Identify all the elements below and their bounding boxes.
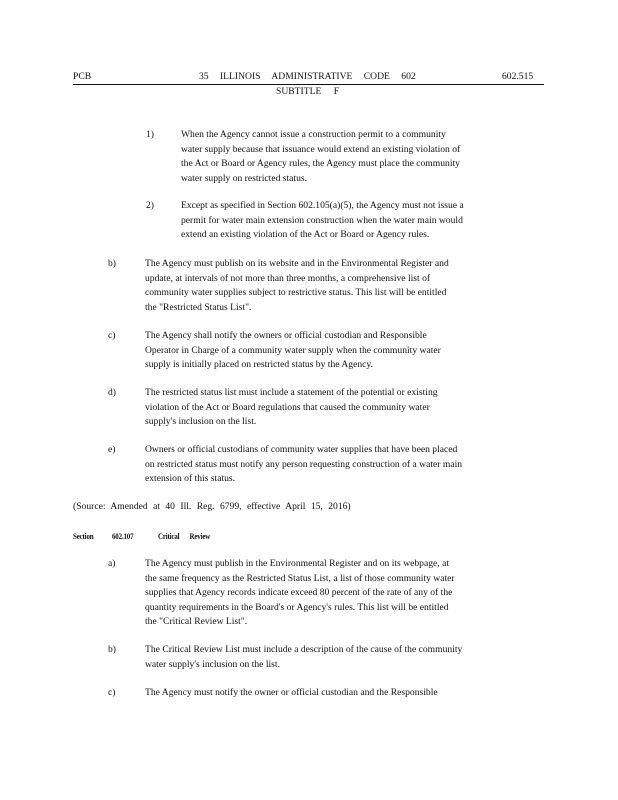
text-line: Except as specified in Section 602.105(a)(5), the Agency must not issue a [181,200,464,211]
item-label: c) [108,687,116,698]
text-line: extend an existing violation of the Act or Board or Agency rules. [181,229,430,240]
item-text [145,643,462,672]
item-text [181,199,464,243]
text-line: the "Critical Review List". [145,616,248,627]
item-text [145,686,438,701]
item-label: 2) [146,200,154,211]
item-label: 1) [146,129,154,140]
item-text [145,386,438,430]
header-left: PCB [73,71,92,82]
item-label: b) [108,644,116,655]
text-line: the Act or Board or Agency rules, the Agency must place the community [181,158,460,169]
text-line: the "Restricted Status List". [145,301,252,313]
text-line: supply is initially placed on restricted status by the Agency. [145,359,373,370]
item-label: b) [108,258,116,269]
text-line: supply's inclusion on the list. [145,416,257,427]
text-line: update, at intervals of not more than three months, a comprehensive list of [145,272,431,284]
text-line: water supply on restricted status. [181,172,308,184]
text-line: supplies that Agency records indicate exceed 80 percent of the rate of any of the [145,587,453,598]
header-center-line2: SUBTITLE F [276,86,340,97]
text-line: When the Agency cannot issue a construction permit to a community [181,129,446,140]
text-line: on restricted status must notify any person requesting construction of a water main [145,458,463,470]
item-text [145,257,449,315]
item-text [145,557,455,630]
text-line: The Agency must publish in the Environmental Register and on its webpage, at [145,558,450,569]
text-line: The restricted status list must include a statement of the potential or existing [145,387,438,398]
text-line: Owners or official custodians of community water supplies that have been placed [145,444,458,455]
item-text [145,443,462,487]
item-label: d) [108,387,116,398]
text-line: extension of this status. [145,473,236,484]
text-line: quantity requirements in the Board's or Agency's rules. This list will be entitled [145,601,449,613]
section-label: Section [73,532,94,541]
source-note: (Source: Amended at 40 Ill. Reg. 6799, effective April 15, 2016) [73,501,351,512]
text-line: The Agency must publish on its website and in the Environmental Register and [145,258,449,269]
text-line: water supply's inclusion on the list. [145,658,280,670]
item-label: a) [108,558,116,569]
text-line: The Critical Review List must include a description of the cause of the community [145,644,463,655]
item-text [145,329,441,373]
item-label: e) [108,444,116,455]
header-center-line1: 35 ILLINOIS ADMINISTRATIVE CODE 602 [199,71,416,82]
text-line: community water supplies subject to restrictive status. This list will be entitled [145,287,447,298]
section-title: Critical Review [158,532,211,541]
item-label: c) [108,330,116,341]
text-line: permit for water main extension construction when the water main would [181,214,463,226]
section-number: 602.107 [112,532,134,541]
header-rule [73,84,544,85]
text-line: The Agency must notify the owner or official custodian and the Responsible [145,687,438,698]
item-text [181,128,460,186]
header-right: 602.515 [502,71,534,82]
text-line: the same frequency as the Restricted Status List, a list of those community water [145,572,455,584]
text-line: The Agency shall notify the owners or official custodian and Responsible [145,330,427,341]
text-line: Operator in Charge of a community water supply when the community water [145,344,441,356]
text-line: violation of the Act or Board regulations that caused the community water [145,401,430,413]
text-line: water supply because that issuance would extend an existing violation of [181,143,461,155]
